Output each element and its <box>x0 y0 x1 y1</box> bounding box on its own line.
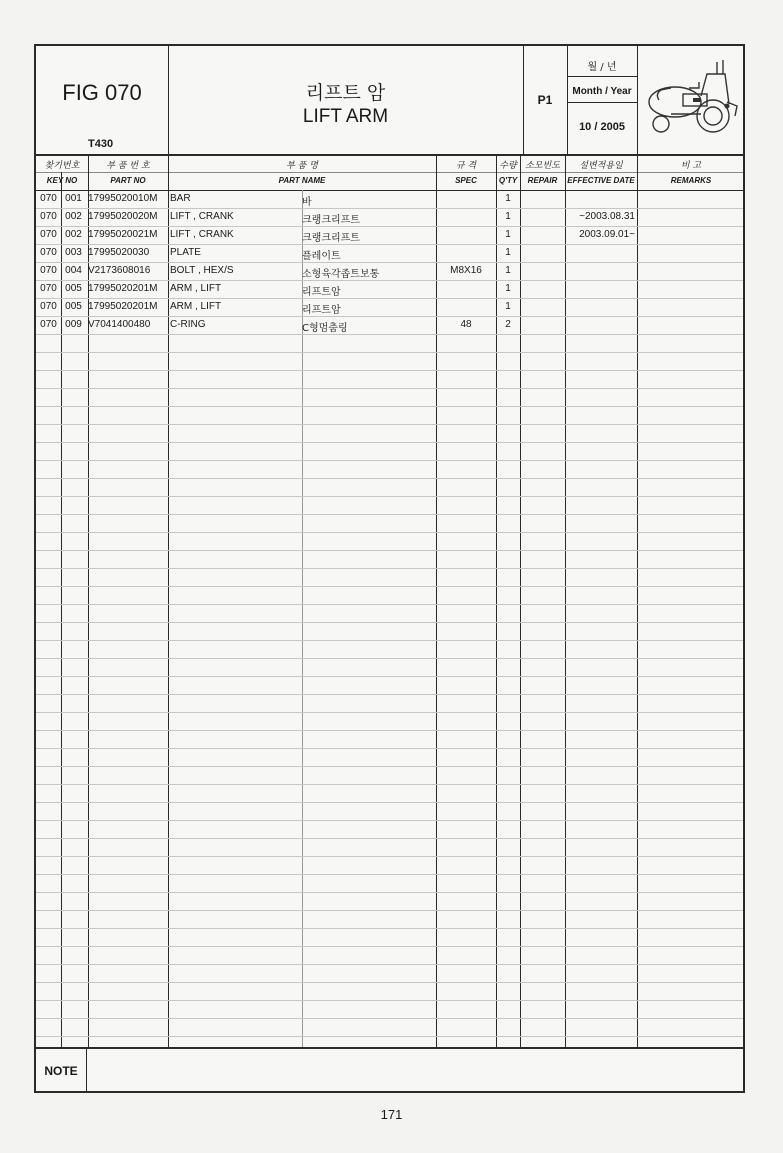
row-rule <box>36 748 743 749</box>
row-rule <box>36 442 743 443</box>
illustration-cell <box>637 46 743 154</box>
date-value: 10 / 2005 <box>579 121 625 133</box>
row-rule <box>36 640 743 641</box>
date-label-english: Month / Year <box>572 86 632 97</box>
row-rule <box>36 820 743 821</box>
row-rule <box>36 838 743 839</box>
row-rule <box>36 298 743 299</box>
date-cell <box>567 46 638 154</box>
table-row: 070 009 V7041400480 C-RING C형멈춤링 48 2 <box>40 319 511 334</box>
row-rule <box>36 1018 743 1019</box>
note-section <box>36 1047 743 1091</box>
page-number: 171 <box>380 1107 403 1122</box>
row-rule <box>36 694 743 695</box>
row-rule <box>36 406 743 407</box>
col-part-name: 부 품 명 PART NAME <box>278 161 326 185</box>
row-rule <box>36 424 743 425</box>
row-rule <box>36 316 743 317</box>
col-part-no: 부 품 번 호 PART NO <box>106 161 150 185</box>
row-rule <box>36 208 743 209</box>
row-rule <box>36 352 743 353</box>
row-rule <box>36 514 743 515</box>
row-rule <box>36 550 743 551</box>
row-rule <box>36 460 743 461</box>
row-rule <box>36 478 743 479</box>
note-label: NOTE <box>36 1049 87 1091</box>
parts-table-body <box>36 190 743 1047</box>
col-repair: 소모빈도 REPAIR <box>525 161 560 185</box>
row-rule <box>36 334 743 335</box>
row-rule <box>36 226 743 227</box>
page-cell <box>523 46 568 154</box>
col-remarks: 비 고 REMARKS <box>670 161 712 185</box>
row-rule <box>36 1000 743 1001</box>
row-rule <box>36 982 743 983</box>
row-rule <box>36 496 743 497</box>
fig-cell <box>36 46 169 154</box>
col-qty: 수량 Q'TY <box>498 161 518 185</box>
table-row: 070 005 17995020201M ARM , LIFT 리프트암 1 <box>40 283 511 298</box>
row-rule <box>36 1036 743 1037</box>
row-rule <box>36 964 743 965</box>
parts-sheet <box>34 44 745 1093</box>
row-rule <box>36 928 743 929</box>
row-rule <box>36 370 743 371</box>
page-code: P1 <box>537 93 553 107</box>
tractor-icon <box>641 52 741 144</box>
row-rule <box>36 802 743 803</box>
table-row: 070 004 V2173608016 BOLT , HEX/S 소형육각좁트보통 M8X16 1 <box>40 265 511 280</box>
sheet-header <box>36 46 743 156</box>
model-name: T430 <box>88 138 114 150</box>
title-korean: 리프트 암 <box>305 82 386 104</box>
row-rule <box>36 874 743 875</box>
table-row: 070 001 17995020010M BAR 바 1 <box>40 193 511 208</box>
title-english: LIFT ARM <box>302 106 389 127</box>
row-rule <box>36 532 743 533</box>
title-cell <box>168 46 524 154</box>
row-rule <box>36 910 743 911</box>
row-rule <box>36 712 743 713</box>
fig-number: FIG 070 <box>62 80 142 105</box>
row-rule <box>36 568 743 569</box>
row-rule <box>36 784 743 785</box>
table-row: 070 005 17995020201M ARM , LIFT 리프트암 1 <box>40 301 511 316</box>
row-rule <box>36 892 743 893</box>
row-rule <box>36 280 743 281</box>
row-rule <box>36 262 743 263</box>
table-row: 070 002 17995020021M LIFT , CRANK 크랭크리프트 1 2003.09.01~ <box>40 229 635 244</box>
row-rule <box>36 766 743 767</box>
table-row: 070 003 17995020030 PLATE 플레이트 1 <box>40 247 511 262</box>
row-rule <box>36 388 743 389</box>
row-rule <box>36 676 743 677</box>
table-row: 070 002 17995020020M LIFT , CRANK 크랭크리프트 1 ~2003.08.31 <box>40 211 635 226</box>
col-spec: 규 격 SPEC <box>455 161 477 185</box>
col-effective-date: 설변적용일 EFFECTIVE DATE <box>567 161 635 185</box>
row-rule <box>36 586 743 587</box>
row-rule <box>36 946 743 947</box>
row-rule <box>36 730 743 731</box>
row-rule <box>36 604 743 605</box>
row-rule <box>36 658 743 659</box>
date-label-korean: 월 / 년 <box>587 62 617 73</box>
row-rule <box>36 244 743 245</box>
col-key-no: 찾기번호 KEY NO <box>44 161 80 185</box>
row-rule <box>36 856 743 857</box>
row-rule <box>36 622 743 623</box>
